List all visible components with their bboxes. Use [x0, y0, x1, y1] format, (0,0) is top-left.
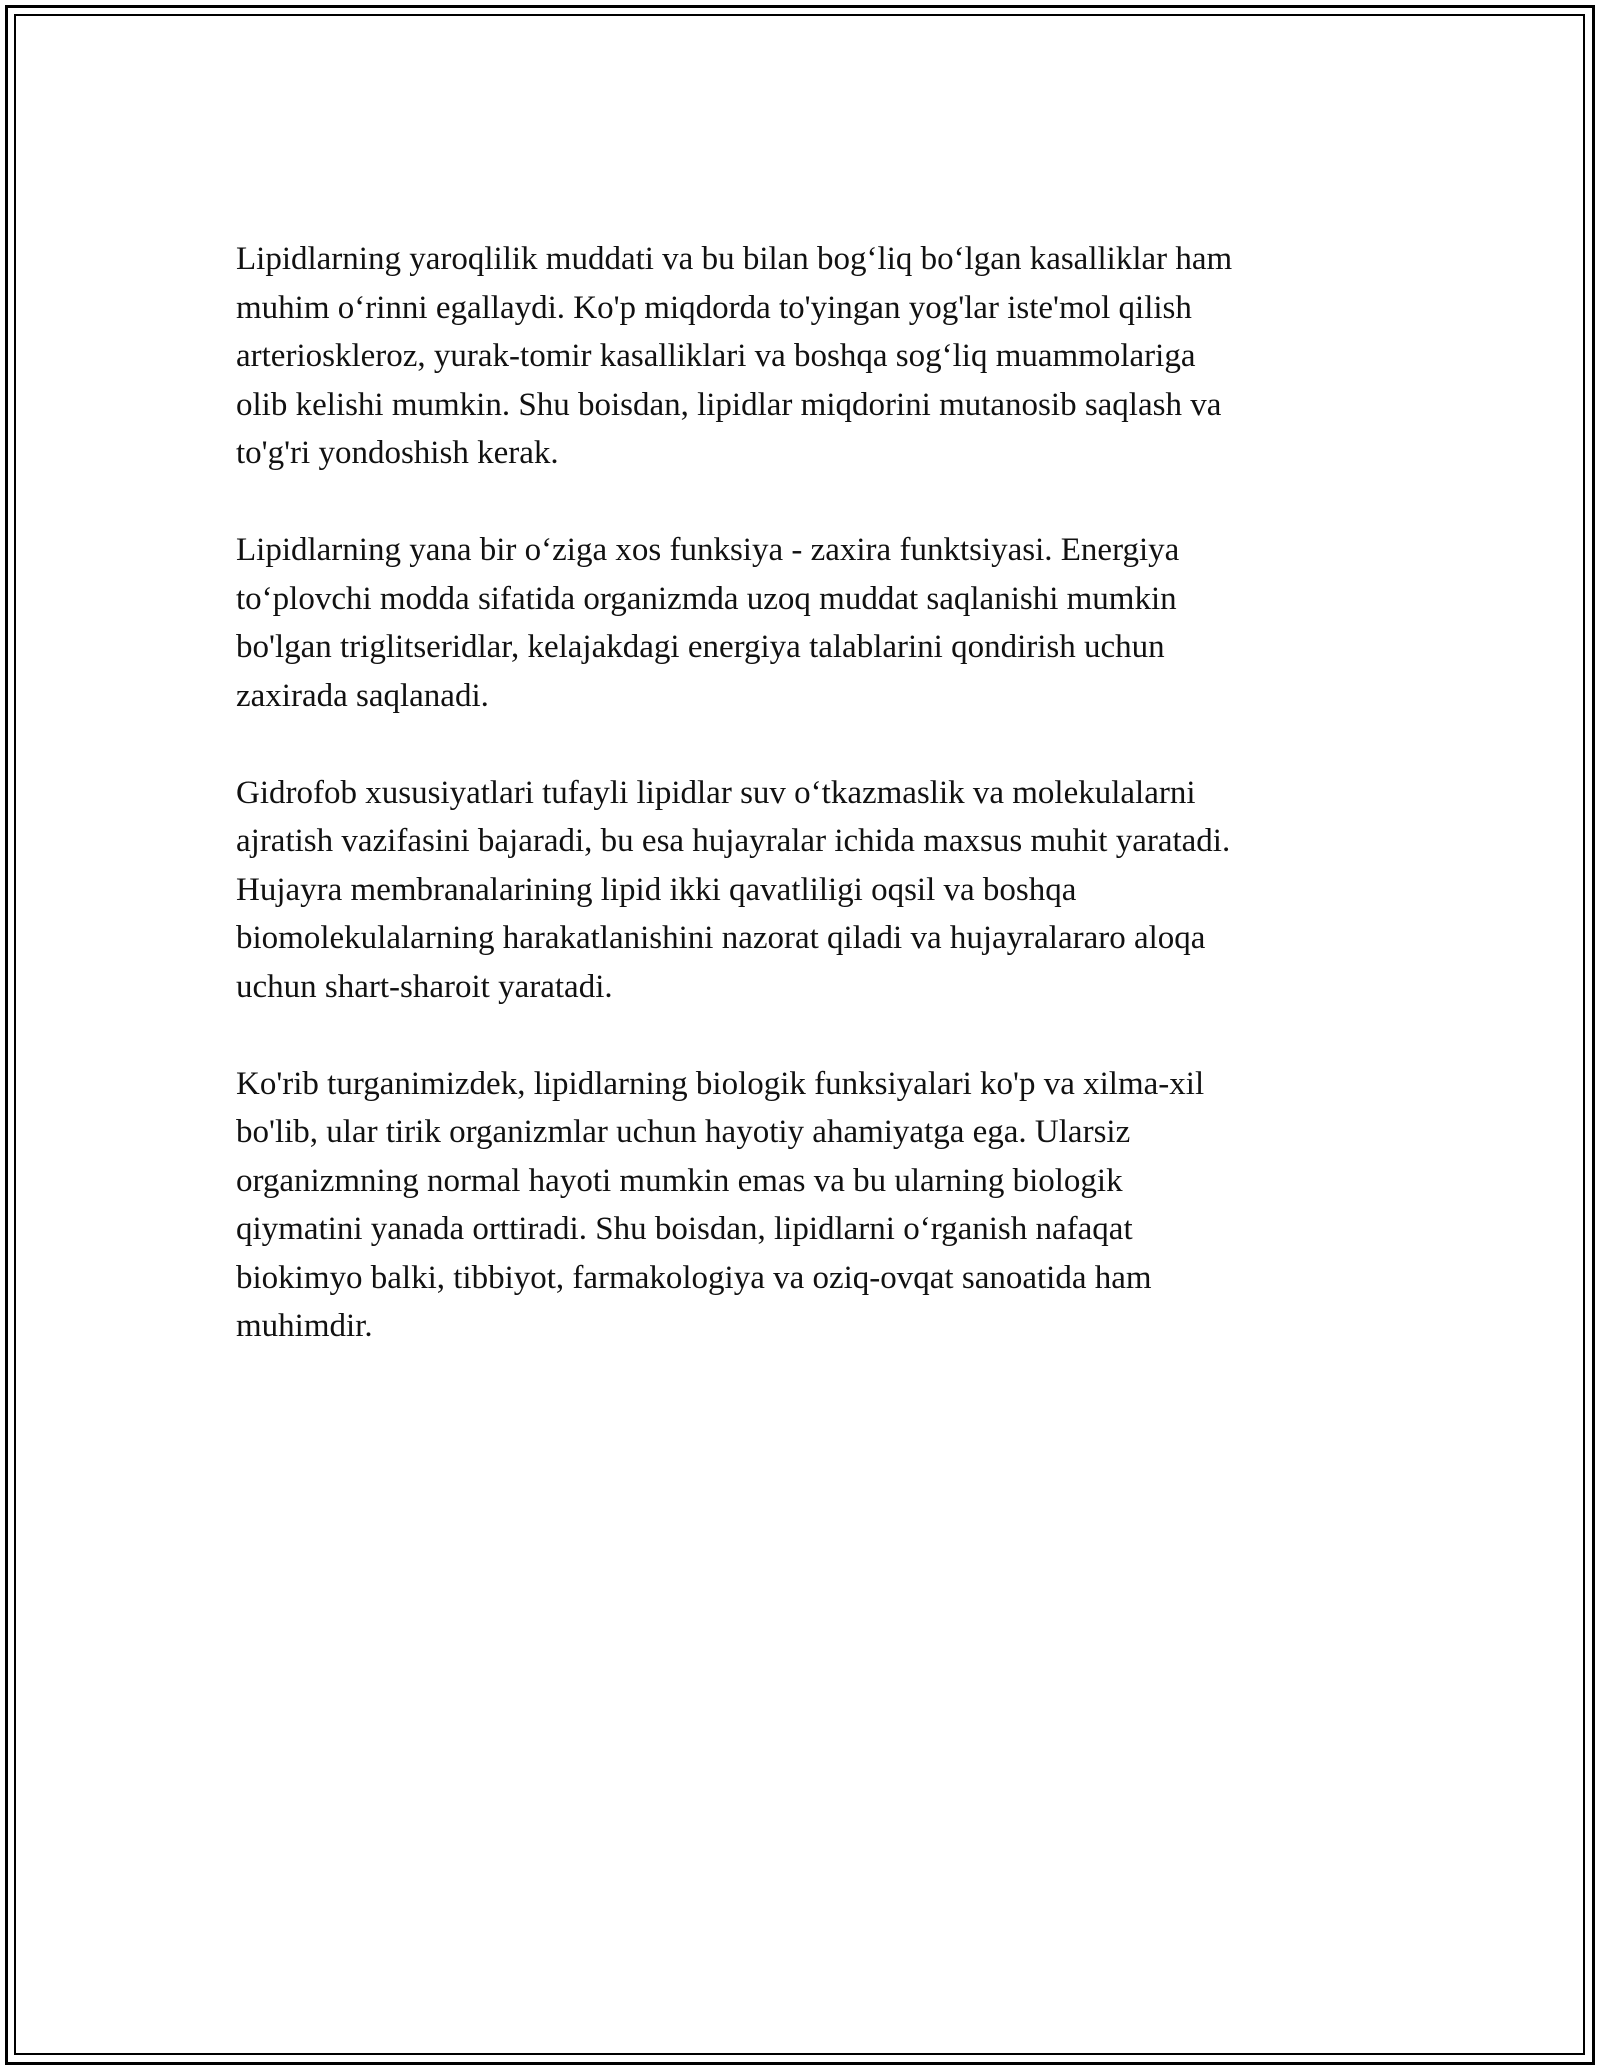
- paragraph: Lipidlarning yaroqlilik muddati va bu bilan bog‘liq bo‘lgan kasalliklar ham muhim o‘rinni egallaydi. Ko'p miqdorda to'yingan yog'lar iste'mol qilish arterioskleroz, yurak-tomir kasalliklari va boshqa sog‘liq muammolariga olib kelishi mumkin. Shu boisdan, lipidlar miqdorini mutanosib saqlash va to'g'ri yondoshish kerak.: [236, 241, 1233, 471]
- paragraph: Gidrofob xususiyatlari tufayli lipidlar suv o‘tkazmaslik va molekulalarni ajratish vazifasini bajaradi, bu esa hujayralar ichida maxsus muhit yaratadi. Hujayra membranalarining lipid ikki qavatliligi oqsil va boshqa biomolekulalarning harakatlanishini nazorat qiladi va hujayralararo aloqa uchun shart-sharoit yaratadi.: [236, 774, 1231, 1005]
- document-body: [236, 235, 1366, 1399]
- paragraph: Lipidlarning yana bir o‘ziga xos funksiya - zaxira funktsiyasi. Energiya to‘plovchi modda sifatida organizmda uzoq muddat saqlanishi mumkin bo'lgan triglitseridlar, kelajakdagi energiya talablarini qondirish uchun zaxirada saqlanadi.: [236, 532, 1180, 714]
- paragraph: Ko'rib turganimizdek, lipidlarning biologik funksiyalari ko'p va xilma-xil bo'lib, ular tirik organizmlar uchun hayotiy ahamiyatga ega. Ularsiz organizmning normal hayoti mumkin emas va bu ularning biologik qiymatini yanada orttiradi. Shu boisdan, lipidlarni o‘rganish nafaqat biokimyo balki, tibbiyot, farmakologiya va oziq-ovqat sanoatida ham muhimdir.: [236, 1065, 1205, 1344]
